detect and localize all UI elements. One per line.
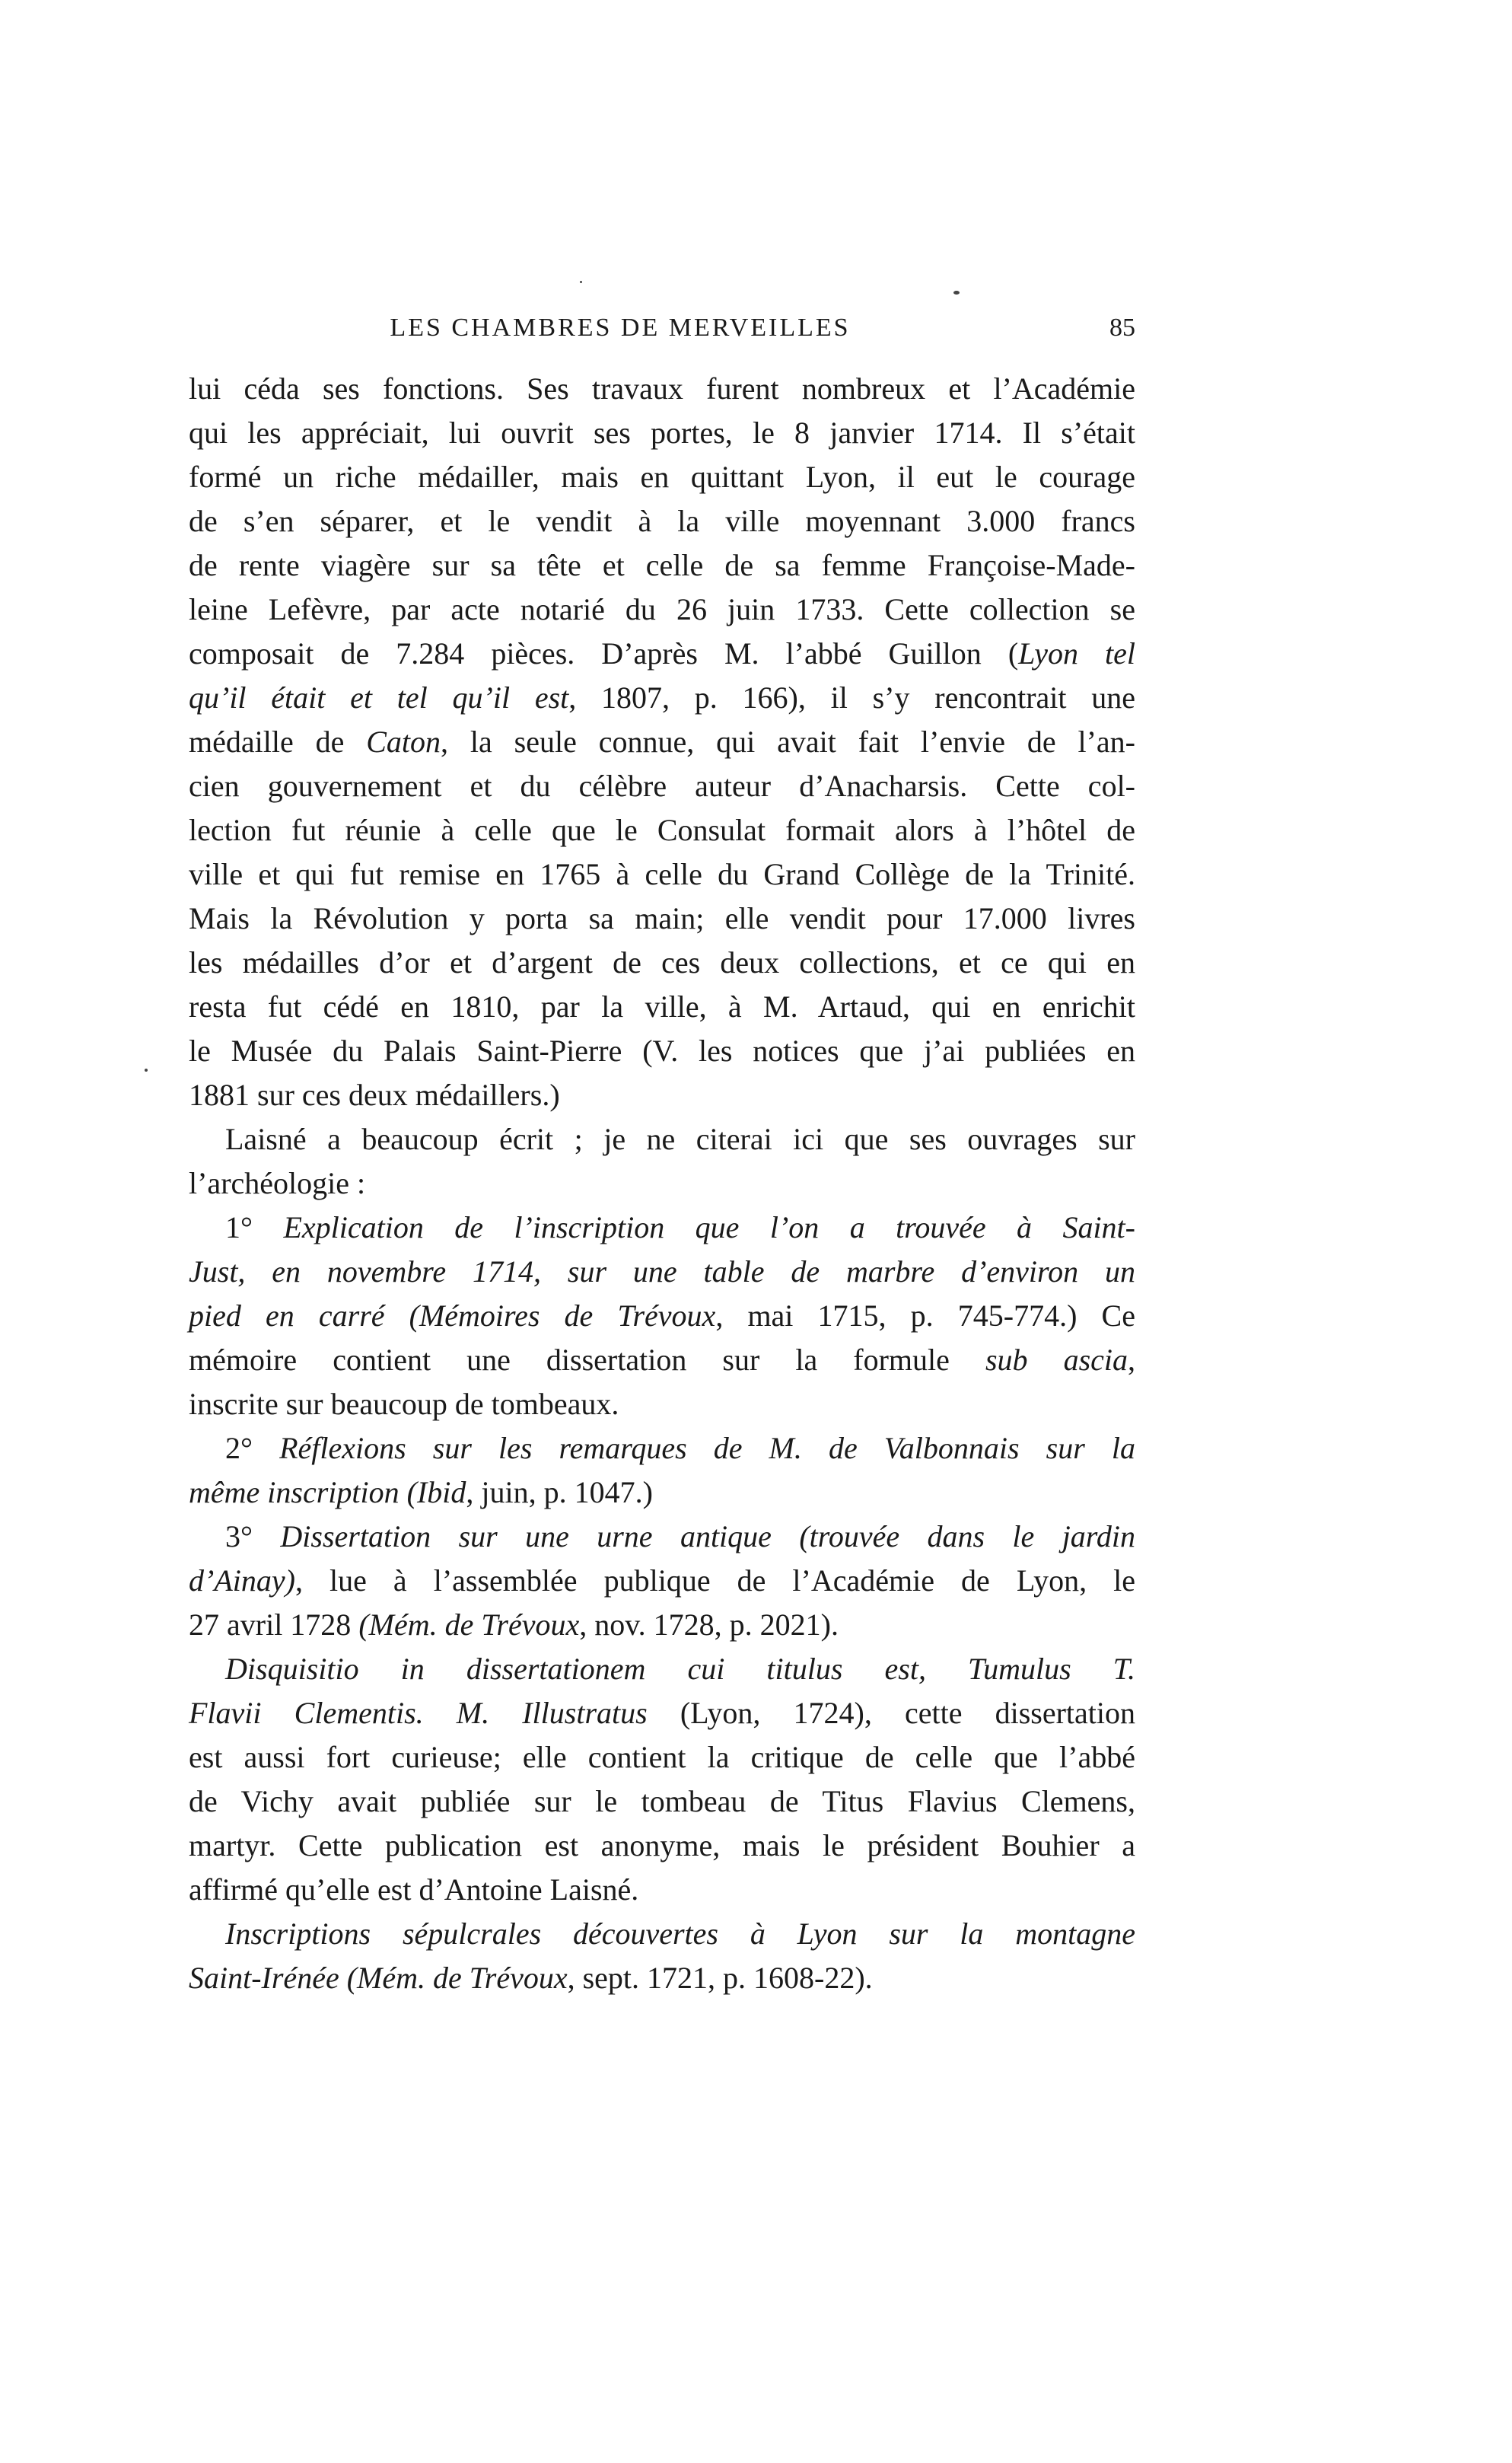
text-line (189, 1250, 1135, 1294)
text-line (189, 941, 1135, 985)
text-run: , sept. 1721, p. 1608-22). (567, 1961, 873, 1995)
text-line (189, 1691, 1135, 1735)
text-run: composait de 7.284 pièces. D’après M. l’abbé Guillon ( (189, 636, 1019, 671)
text-line (189, 632, 1135, 676)
text-run: les médailles d’or et d’argent de ces deux collections, et ce qui en (189, 945, 1135, 980)
italic-text: Flavii Clementis. M. Illustratus (189, 1696, 648, 1730)
text-line (189, 1029, 1135, 1073)
text-run: 1881 sur ces deux médaillers.) (189, 1078, 560, 1112)
text-line (189, 1515, 1135, 1559)
text-run: , juin, p. 1047.) (466, 1475, 653, 1509)
text-run: de s’en séparer, et le vendit à la ville moyennant 3.000 francs (189, 504, 1135, 538)
italic-text: Caton (366, 725, 441, 759)
text-line (189, 1470, 1135, 1515)
text-line (189, 1956, 1135, 2000)
text-line (189, 1647, 1135, 1691)
text-run: de rente viagère sur sa tête et celle de sa femme Françoise-Made- (189, 548, 1135, 582)
text-line (189, 1073, 1135, 1117)
text-run: de Vichy avait publiée sur le tombeau de Titus Flavius Clemens, (189, 1784, 1135, 1818)
text-run: , (1128, 1343, 1136, 1377)
page-number: 85 (1109, 314, 1135, 342)
text-run: resta fut cédé en 1810, par la ville, à M. Artaud, qui en enrichit (189, 989, 1135, 1024)
text-line (189, 543, 1135, 588)
text-run: affirmé qu’elle est d’Antoine Laisné. (189, 1872, 639, 1907)
running-title: LES CHAMBRES DE MERVEILLES (390, 314, 851, 342)
italic-text: Just, en novembre 1714, sur une table de marbre d’environ un (189, 1254, 1135, 1289)
text-run: le Musée du Palais Saint-Pierre (V. les notices que j’ai publiées en (189, 1034, 1135, 1068)
text-run: 1° (225, 1210, 284, 1244)
text-run: médaille de (189, 725, 367, 759)
text-run: , mai 1715, p. 745-774.) Ce (715, 1298, 1135, 1333)
text-line (189, 1338, 1135, 1382)
text-line (189, 499, 1135, 543)
text-run: lection fut réunie à celle que le Consulat formait alors à l’hôtel de (189, 813, 1135, 847)
text-line (189, 1426, 1135, 1470)
text-line (189, 588, 1135, 632)
text-run: cien gouvernement et du célèbre auteur d’Anacharsis. Cette col- (189, 769, 1135, 803)
italic-text: qu’il était et tel qu’il est (189, 680, 569, 715)
text-line (189, 985, 1135, 1029)
page-header (189, 314, 1135, 359)
italic-text: Lyon tel (1018, 636, 1135, 671)
text-line (189, 411, 1135, 455)
text-line (189, 852, 1135, 897)
italic-text: Saint-Irénée (Mém. de Trévoux (189, 1961, 568, 1995)
italic-text: (Mém. de Trévoux (358, 1607, 580, 1642)
text-run: 3° (225, 1519, 281, 1553)
text-line (189, 1559, 1135, 1603)
text-line (189, 676, 1135, 720)
text-line (189, 367, 1135, 411)
italic-text: Dissertation sur une urne antique (trouvée dans le jardin (280, 1519, 1136, 1553)
text-line (189, 1117, 1135, 1161)
text-line (189, 1382, 1135, 1426)
text-run: ville et qui fut remise en 1765 à celle du Grand Collège de la Trinité. (189, 857, 1135, 891)
text-line (189, 1824, 1135, 1868)
text-run: , 1807, p. 166), il s’y rencontrait une (568, 680, 1135, 715)
text-run: formé un riche médailler, mais en quittant Lyon, il eut le courage (189, 460, 1135, 494)
italic-text: sub ascia (985, 1343, 1128, 1377)
speck (145, 1069, 148, 1072)
text-line (189, 1735, 1135, 1780)
text-run: mémoire contient une dissertation sur la formule (189, 1343, 985, 1377)
text-line (189, 1868, 1135, 1912)
text-run: lui céda ses fonctions. Ses travaux furent nombreux et l’Académie (189, 371, 1135, 406)
text-line (189, 1294, 1135, 1338)
text-line (189, 1780, 1135, 1824)
italic-text: Inscriptions sépulcrales découvertes à Lyon sur la montagne (225, 1917, 1135, 1951)
text-run: Laisné a beaucoup écrit ; je ne citerai ici que ses ouvrages sur (225, 1122, 1135, 1156)
text-run: qui les appréciait, lui ouvrit ses portes, le 8 janvier 1714. Il s’était (189, 416, 1135, 450)
text-run: , nov. 1728, p. 2021). (579, 1607, 839, 1642)
text-line (189, 808, 1135, 852)
text-run: Mais la Révolution y porta sa main; elle vendit pour 17.000 livres (189, 901, 1135, 935)
text-line (189, 1161, 1135, 1206)
text-run: inscrite sur beaucoup de tombeaux. (189, 1387, 619, 1421)
text-line (189, 1912, 1135, 1956)
text-run: l’archéologie : (189, 1166, 366, 1200)
speck (953, 291, 960, 295)
text-run: 2° (225, 1431, 280, 1465)
text-line (189, 1206, 1135, 1250)
speck (580, 281, 582, 283)
text-line (189, 455, 1135, 499)
text-run: est aussi fort curieuse; elle contient la critique de celle que l’abbé (189, 1740, 1135, 1774)
italic-text: Réflexions sur les remarques de M. de Valbonnais sur la (279, 1431, 1135, 1465)
text-run: leine Lefèvre, par acte notarié du 26 juin 1733. Cette collection se (189, 592, 1135, 626)
text-run: martyr. Cette publication est anonyme, mais le président Bouhier a (189, 1828, 1135, 1862)
italic-text: d’Ainay) (189, 1563, 295, 1598)
italic-text: même inscription (Ibid (189, 1475, 466, 1509)
italic-text: Disquisitio in dissertationem cui titulus est, Tumulus T. (225, 1652, 1135, 1686)
italic-text: Explication de l’inscription que l’on a trouvée à Saint- (283, 1210, 1135, 1244)
text-line (189, 1603, 1135, 1647)
text-line (189, 897, 1135, 941)
text-line (189, 720, 1135, 764)
text-run: , la seule connue, qui avait fait l’envie de l’an- (441, 725, 1135, 759)
italic-text: pied en carré (Mémoires de Trévoux (189, 1298, 716, 1333)
body-text (189, 367, 1135, 2000)
text-line (189, 764, 1135, 808)
text-run: (Lyon, 1724), cette dissertation (647, 1696, 1135, 1730)
text-run: 27 avril 1728 (189, 1607, 359, 1642)
text-run: , lue à l’assemblée publique de l’Académie de Lyon, le (294, 1563, 1135, 1598)
